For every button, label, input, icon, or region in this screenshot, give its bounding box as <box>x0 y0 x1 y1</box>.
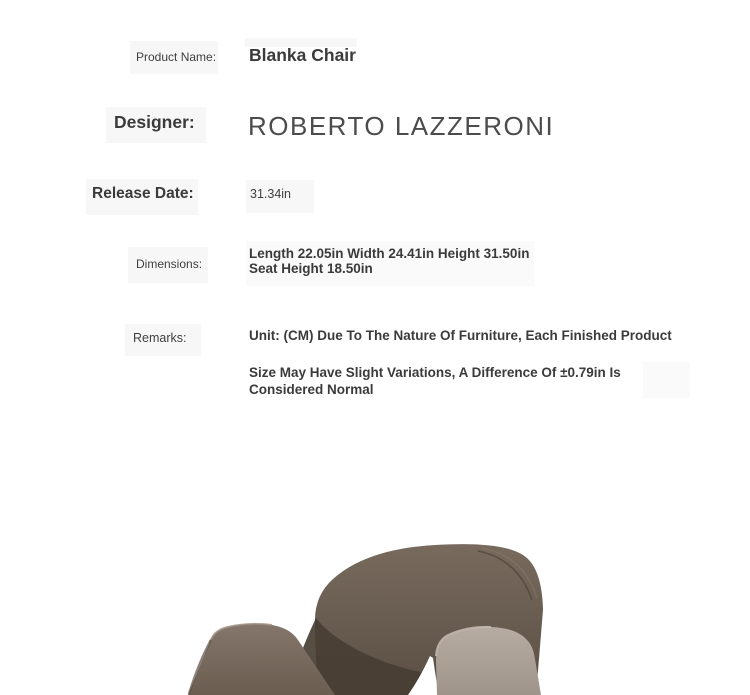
release-date-value: 31.34in <box>250 187 292 201</box>
value-highlight-box <box>643 362 690 398</box>
product-name-value: Blanka Chair <box>249 45 356 65</box>
release-date-label: Release Date: <box>92 185 194 202</box>
dimensions-label: Dimensions: <box>136 257 203 271</box>
remarks-value-line3: Considered Normal <box>249 382 374 397</box>
remarks-value-line1: Unit: (CM) Due To The Nature Of Furniture, Each Finished Product <box>249 328 672 343</box>
designer-value: ROBERTO LAZZERONI <box>248 111 555 141</box>
dimensions-value-line2: Seat Height 18.50in <box>249 261 373 276</box>
designer-label: Designer: <box>114 112 195 132</box>
product-name-label: Product Name: <box>136 50 217 64</box>
dimensions-value-line1: Length 22.05in Width 24.41in Height 31.50in <box>249 246 530 261</box>
remarks-value-line2: Size May Have Slight Variations, A Difference Of ±0.79in Is <box>249 365 621 380</box>
remarks-label: Remarks: <box>133 331 187 345</box>
product-photo-chair <box>180 538 600 695</box>
